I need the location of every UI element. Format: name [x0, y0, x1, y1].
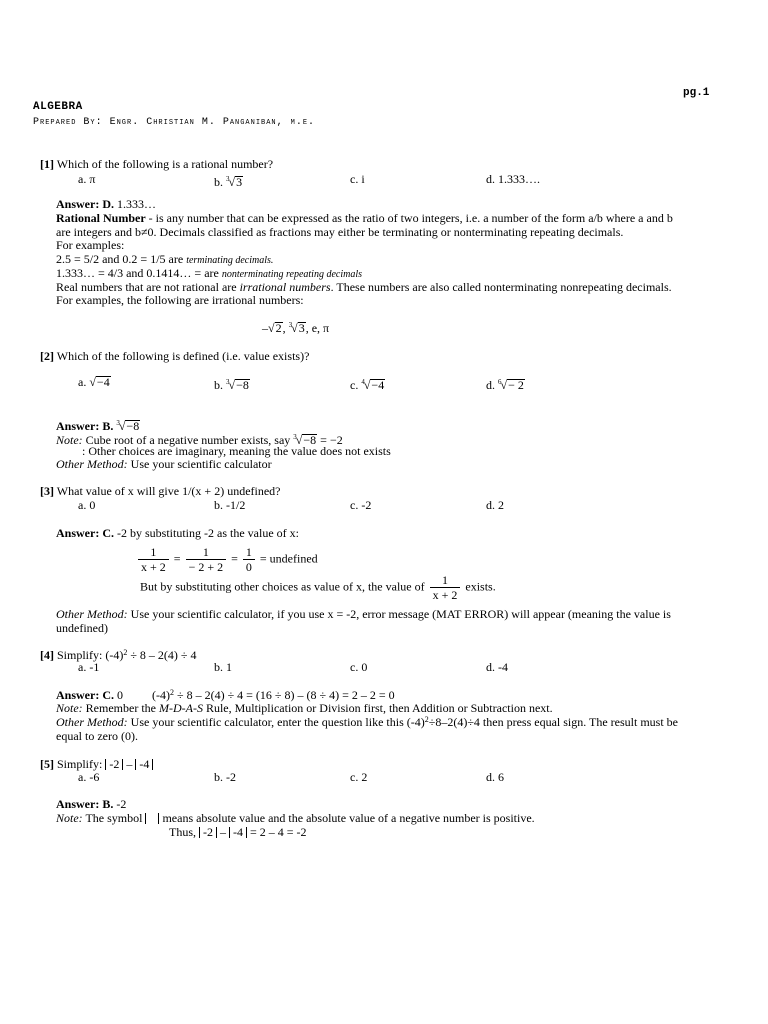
- example-terminating: 2.5 = 5/2 and 0.2 = 1/5 are terminating decimals.: [56, 252, 274, 266]
- other-choices-note: But by substituting other choices as value of x, the value of $\frac{1}{x + 2}$ exists.: [140, 573, 496, 602]
- other-method-3-line-2: undefined): [56, 621, 108, 635]
- choice-a: a. -6: [78, 770, 100, 784]
- irrational-examples: –√2, $^3$√3, e, π: [262, 321, 330, 335]
- examples-label: For examples:: [56, 238, 125, 252]
- note-2: Note: Cube root of a negative number exists, say $^3$√−8 = −2: [56, 433, 343, 447]
- subject-title: ALGEBRA: [33, 101, 83, 113]
- choice-a: a. π: [78, 172, 96, 186]
- irrational-examples-label: For examples, the following are irrational numbers:: [56, 293, 304, 307]
- answer-3: Answer: C. -2 by substituting -2 as the value of x:: [56, 526, 299, 540]
- choice-d: d. 2: [486, 498, 504, 512]
- question-5: [5] Simplify: -2 – -4: [40, 757, 153, 771]
- irrational-definition: Real numbers that are not rational are irrational numbers. These numbers are also called nonterminating nonrepeating decimals.: [56, 280, 672, 294]
- other-method-3: Other Method: Use your scientific calculator, if you use x = -2, error message (MAT ERROR) will appear (meaning the value is: [56, 607, 671, 621]
- absolute-value-symbol: [145, 813, 159, 824]
- choice-c: c. $^4$√−4: [350, 378, 385, 392]
- question-1: [40, 157, 273, 171]
- other-method-4: Other Method: Use your scientific calculator, enter the question like this $(-4)^2\div 8-2(4)\div 4$ then press equal sign. The result must be: [56, 715, 678, 729]
- choice-d: d. 1.333….: [486, 172, 540, 186]
- question-number: [1]: [40, 157, 54, 171]
- note-4: Note: Remember the M-D-A-S Rule, Multiplication or Division first, then Addition or Subtraction next.: [56, 701, 553, 715]
- choice-b: b. -2: [214, 770, 236, 784]
- choice-c: c. -2: [350, 498, 372, 512]
- choice-d: d. -4: [486, 660, 508, 674]
- example-repeating: 1.333… = 4/3 and 0.1414… = are nonterminating repeating decimals: [56, 266, 363, 280]
- choice-c: c. 0: [350, 660, 368, 674]
- answer-1: Answer: D. 1.333…: [56, 197, 156, 211]
- fraction: $\frac{1}{0}$: [243, 545, 255, 574]
- fraction: $\frac{1}{- 2 + 2}$: [186, 545, 227, 574]
- fraction: $\frac{1}{x + 2}$: [430, 573, 461, 602]
- other-method-4-line-2: equal to zero (0).: [56, 729, 138, 743]
- answer-5: Answer: B. -2: [56, 797, 127, 811]
- abs-example: Thus, -2 – -4 = 2 – 4 = -2: [169, 825, 307, 839]
- choice-d: d. 6: [486, 770, 504, 784]
- other-method-2: Other Method: Use your scientific calculator: [56, 457, 272, 471]
- note-5: Note: The symbol means absolute value and the absolute value of a negative number is positive.: [56, 811, 535, 825]
- answer-2: Answer: B. $^3$√−8: [56, 419, 140, 433]
- choice-b: b. -1/2: [214, 498, 246, 512]
- choice-a: a. 0: [78, 498, 96, 512]
- definition-line-2: are integers and b≠0. Decimals classified as fractions may either be terminating or nonterminating repeating decimals.: [56, 225, 624, 239]
- choice-a: a. √−4: [78, 375, 110, 389]
- definition-line-1: Rational Number - is any number that can be expressed as the ratio of two integers, i.e. a number of the form a/b where a and b: [56, 211, 673, 225]
- prepared-by: Prepared By: Engr. Christian M. Panganiban, m.e.: [33, 117, 316, 128]
- choice-c: c. 2: [350, 770, 368, 784]
- question-2: [2] Which of the following is defined (i.e. value exists)?: [40, 349, 310, 363]
- choice-c: c. i: [350, 172, 365, 186]
- choice-d: d. $^6$√− 2: [486, 378, 524, 392]
- choice-a: a. -1: [78, 660, 100, 674]
- choice-b: b. $^3$√−8: [214, 378, 249, 392]
- note-2-line-2: : Other choices are imaginary, meaning the value does not exists: [82, 444, 391, 458]
- answer-4: Answer: C. 0: [56, 688, 123, 702]
- substitution-equation: $\frac{1}{x + 2}$ = $\frac{1}{- 2 + 2}$ = $\frac{1}{0}$ = undefined: [136, 545, 318, 574]
- question-3: [3] What value of x will give 1/(x + 2) undefined?: [40, 484, 281, 498]
- page-number: pg.1: [683, 87, 710, 99]
- choice-b: b. $^3$√3: [214, 175, 243, 189]
- question-4: [4] Simplify: $(-4)^2 \div 8 - 2(4) \div 4$: [40, 648, 197, 662]
- question-text: Which of the following is a rational number?: [56, 157, 274, 171]
- answer-4-work: $(-4)^2 \div 8 - 2(4) \div 4 = (16 \div 8) - (8 \div 4) = 2 - 2 = 0$: [152, 688, 395, 702]
- choice-b: b. 1: [214, 660, 232, 674]
- fraction: $\frac{1}{x + 2}$: [138, 545, 169, 574]
